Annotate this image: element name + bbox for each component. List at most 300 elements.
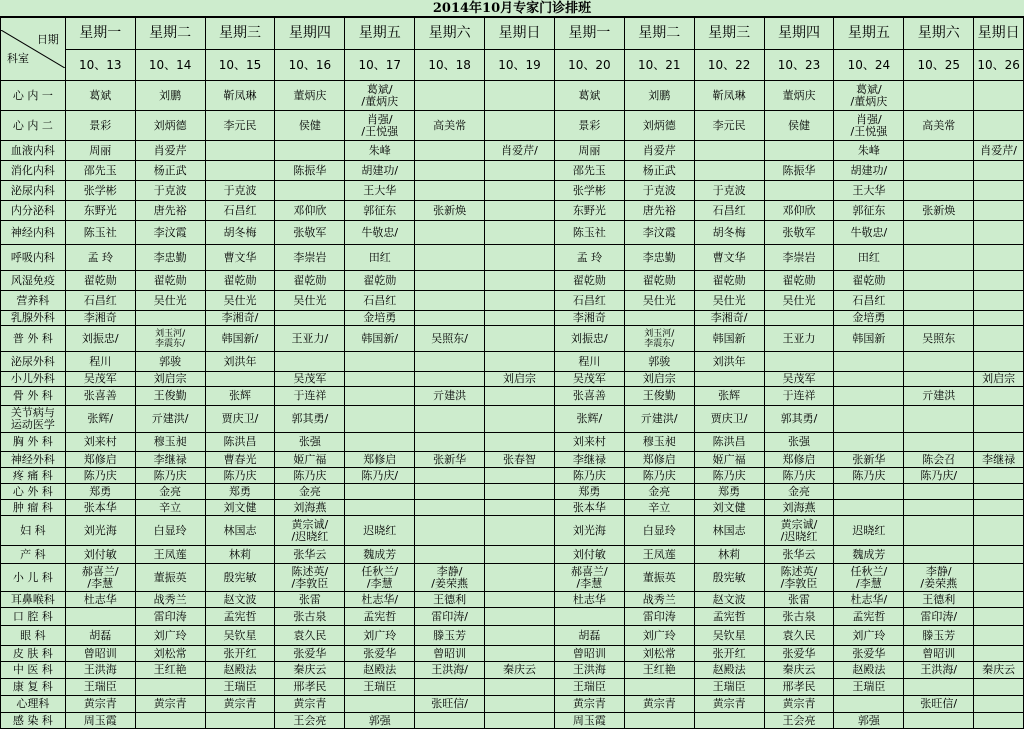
date-header: 10、13 xyxy=(65,49,135,81)
schedule-cell xyxy=(415,516,485,546)
schedule-cell: 靳凤琳 xyxy=(205,81,275,111)
schedule-cell: 翟乾勋 xyxy=(624,271,694,291)
dept-name: 内分泌科 xyxy=(1,201,66,221)
schedule-cell xyxy=(485,608,555,626)
schedule-cell xyxy=(834,372,904,387)
schedule-cell: 雷印涛 xyxy=(624,608,694,626)
schedule-cell xyxy=(485,626,555,646)
schedule-cell xyxy=(415,406,485,433)
schedule-cell: 郑修启 xyxy=(345,452,415,468)
dept-name: 消化内科 xyxy=(1,161,66,181)
schedule-cell: 韩国新/ xyxy=(205,326,275,352)
schedule-cell: 杜志华/ xyxy=(834,592,904,608)
schedule-cell xyxy=(415,433,485,452)
schedule-cell: 董振英 xyxy=(624,564,694,592)
schedule-cell xyxy=(904,271,974,291)
table-row xyxy=(1,646,1024,662)
schedule-cell xyxy=(974,516,1024,546)
table-row xyxy=(1,468,1024,484)
schedule-cell: 于克波 xyxy=(624,181,694,201)
table-row xyxy=(1,608,1024,626)
schedule-cell xyxy=(974,468,1024,484)
schedule-cell: 郭骏 xyxy=(135,352,205,372)
schedule-cell: 王俊勤 xyxy=(135,387,205,406)
schedule-cell: 李崇岩 xyxy=(275,245,345,271)
schedule-cell xyxy=(205,161,275,181)
weekday-header: 星期三 xyxy=(205,18,275,50)
schedule-cell: 张喜善 xyxy=(65,387,135,406)
table-row xyxy=(1,564,1024,592)
schedule-cell: 李湘奇/ xyxy=(205,311,275,326)
schedule-cell: 张辉 xyxy=(205,387,275,406)
schedule-cell: 张辉 xyxy=(694,387,764,406)
page-title: 2014年10月专家门诊排班 xyxy=(0,0,1024,17)
schedule-cell: 李汶霞 xyxy=(624,221,694,245)
table-row xyxy=(1,406,1024,433)
schedule-cell xyxy=(485,500,555,516)
schedule-cell: 林国志 xyxy=(694,516,764,546)
schedule-cell: 董炳庆 xyxy=(764,81,834,111)
schedule-cell xyxy=(974,111,1024,141)
schedule-cell: 翟乾勋 xyxy=(694,271,764,291)
schedule-cell xyxy=(485,181,555,201)
schedule-cell: 于连祥 xyxy=(275,387,345,406)
schedule-cell: 吴仕光 xyxy=(205,291,275,311)
schedule-cell: 陈乃庆 xyxy=(834,468,904,484)
schedule-cell: 陈乃庆 xyxy=(764,468,834,484)
schedule-cell: 高美常 xyxy=(904,111,974,141)
schedule-cell xyxy=(135,713,205,729)
table-row xyxy=(1,141,1024,161)
schedule-cell: 肖强/ /王悦强 xyxy=(834,111,904,141)
schedule-cell: 于克波 xyxy=(135,181,205,201)
weekday-header: 星期六 xyxy=(415,18,485,50)
schedule-cell: 刘松常 xyxy=(624,646,694,662)
schedule-cell xyxy=(205,372,275,387)
schedule-cell: 张学彬 xyxy=(65,181,135,201)
schedule-cell: 刘付敏 xyxy=(65,546,135,564)
schedule-cell: 刘广玲 xyxy=(834,626,904,646)
date-header: 10、14 xyxy=(135,49,205,81)
weekday-header: 星期日 xyxy=(485,18,555,50)
schedule-cell: 李元民 xyxy=(205,111,275,141)
schedule-cell: 辛立 xyxy=(624,500,694,516)
dept-name: 小 儿 科 xyxy=(1,564,66,592)
schedule-cell xyxy=(485,111,555,141)
schedule-cell: 张爱华 xyxy=(764,646,834,662)
schedule-cell xyxy=(485,291,555,311)
schedule-cell: 曾昭训 xyxy=(554,646,624,662)
schedule-cell: 黄宗诚/ /迟晓红 xyxy=(764,516,834,546)
schedule-cell xyxy=(904,221,974,245)
schedule-cell: 周丽 xyxy=(554,141,624,161)
schedule-cell xyxy=(974,546,1024,564)
schedule-cell xyxy=(415,546,485,564)
schedule-cell: 战秀兰 xyxy=(624,592,694,608)
date-header: 10、24 xyxy=(834,49,904,81)
schedule-cell xyxy=(275,141,345,161)
corner-date-label: 日期 xyxy=(36,33,59,46)
schedule-cell xyxy=(974,433,1024,452)
schedule-cell: 刘振忠/ xyxy=(65,326,135,352)
weekday-header: 星期三 xyxy=(694,18,764,50)
schedule-cell xyxy=(415,245,485,271)
table-row xyxy=(1,592,1024,608)
schedule-cell: 张雷 xyxy=(275,592,345,608)
schedule-cell: 陈述英/ /李敦臣 xyxy=(275,564,345,592)
schedule-cell: 吴茂军 xyxy=(275,372,345,387)
schedule-cell: 翟乾勋 xyxy=(275,271,345,291)
schedule-cell: 周玉霞 xyxy=(554,713,624,729)
schedule-cell xyxy=(554,608,624,626)
table-row xyxy=(1,433,1024,452)
schedule-cell xyxy=(135,679,205,696)
schedule-cell: 贾庆卫/ xyxy=(694,406,764,433)
schedule-cell: 王瑞臣 xyxy=(345,679,415,696)
schedule-cell: 金亮 xyxy=(764,484,834,500)
schedule-cell: 陈乃庆/ xyxy=(904,468,974,484)
schedule-cell xyxy=(974,679,1024,696)
schedule-cell: 王会亮 xyxy=(764,713,834,729)
weekday-header: 星期四 xyxy=(275,18,345,50)
dept-name: 感 染 科 xyxy=(1,713,66,729)
schedule-cell xyxy=(415,679,485,696)
schedule-cell xyxy=(904,372,974,387)
schedule-cell xyxy=(764,311,834,326)
schedule-cell: 葛斌/ /董炳庆 xyxy=(345,81,415,111)
schedule-cell xyxy=(974,696,1024,713)
schedule-cell xyxy=(485,81,555,111)
schedule-cell xyxy=(415,271,485,291)
schedule-cell: 翟乾勋 xyxy=(135,271,205,291)
dept-name: 心 内 二 xyxy=(1,111,66,141)
schedule-cell xyxy=(974,81,1024,111)
schedule-cell: 靳凤琳 xyxy=(694,81,764,111)
schedule-cell: 林莉 xyxy=(694,546,764,564)
schedule-cell: 张古泉 xyxy=(275,608,345,626)
schedule-cell: 胡冬梅 xyxy=(694,221,764,245)
schedule-cell xyxy=(904,311,974,326)
schedule-cell: 孟 玲 xyxy=(554,245,624,271)
schedule-cell: 魏成芳 xyxy=(834,546,904,564)
schedule-cell xyxy=(205,713,275,729)
weekday-header: 星期二 xyxy=(624,18,694,50)
schedule-cell xyxy=(974,271,1024,291)
schedule-cell xyxy=(764,352,834,372)
schedule-cell: 石昌红 xyxy=(205,201,275,221)
dept-name: 小儿外科 xyxy=(1,372,66,387)
table-row xyxy=(1,484,1024,500)
table-row xyxy=(1,387,1024,406)
schedule-cell xyxy=(485,161,555,181)
schedule-cell: 秦庆云 xyxy=(485,662,555,679)
schedule-cell: 程川 xyxy=(65,352,135,372)
schedule-cell: 刘光海 xyxy=(65,516,135,546)
dept-name: 血液内科 xyxy=(1,141,66,161)
schedule-cell: 袁久民 xyxy=(275,626,345,646)
schedule-cell: 姬广福 xyxy=(694,452,764,468)
dept-name: 康 复 科 xyxy=(1,679,66,696)
schedule-cell: 翟乾勋 xyxy=(764,271,834,291)
schedule-cell: 邓仰欣 xyxy=(275,201,345,221)
schedule-cell: 魏成芳 xyxy=(345,546,415,564)
schedule-cell: 胡建功/ xyxy=(345,161,415,181)
schedule-cell xyxy=(485,546,555,564)
schedule-cell: 杨正武 xyxy=(135,161,205,181)
schedule-cell: 王红艳 xyxy=(135,662,205,679)
schedule-cell: 吴照东 xyxy=(904,326,974,352)
schedule-cell: 李湘奇 xyxy=(554,311,624,326)
schedule-cell xyxy=(485,387,555,406)
dept-name: 中 医 科 xyxy=(1,662,66,679)
dept-name: 心 外 科 xyxy=(1,484,66,500)
schedule-cell: 孟宪哲 xyxy=(205,608,275,626)
schedule-cell: 郭其勇/ xyxy=(275,406,345,433)
table-row xyxy=(1,352,1024,372)
weekday-header: 星期六 xyxy=(904,18,974,50)
schedule-cell xyxy=(904,546,974,564)
schedule-cell: 王瑞臣 xyxy=(554,679,624,696)
schedule-cell xyxy=(904,713,974,729)
schedule-cell: 刘文健 xyxy=(694,500,764,516)
table-row xyxy=(1,713,1024,729)
schedule-cell: 王瑞臣 xyxy=(834,679,904,696)
schedule-cell: 金亮 xyxy=(624,484,694,500)
schedule-cell xyxy=(974,713,1024,729)
schedule-cell: 刘光海 xyxy=(554,516,624,546)
dept-name: 呼吸内科 xyxy=(1,245,66,271)
schedule-cell: 穆玉昶 xyxy=(624,433,694,452)
dept-name: 产 科 xyxy=(1,546,66,564)
schedule-cell: 王德利 xyxy=(904,592,974,608)
schedule-cell: 金亮 xyxy=(135,484,205,500)
schedule-cell: 吴仕光 xyxy=(694,291,764,311)
schedule-cell xyxy=(974,311,1024,326)
schedule-cell xyxy=(485,326,555,352)
schedule-cell xyxy=(415,484,485,500)
schedule-cell xyxy=(904,352,974,372)
schedule-cell: 林国志 xyxy=(205,516,275,546)
schedule-cell xyxy=(135,311,205,326)
schedule-cell: 李湘奇 xyxy=(65,311,135,326)
schedule-cell: 郭征东 xyxy=(834,201,904,221)
schedule-cell xyxy=(624,713,694,729)
schedule-cell: 辛立 xyxy=(135,500,205,516)
schedule-cell: 牛敬忠/ xyxy=(834,221,904,245)
schedule-cell: 刘玉河/ 李震东/ xyxy=(135,326,205,352)
schedule-cell: 郭骏 xyxy=(624,352,694,372)
dept-name: 皮 肤 科 xyxy=(1,646,66,662)
schedule-cell xyxy=(485,713,555,729)
schedule-cell: 战秀兰 xyxy=(135,592,205,608)
schedule-cell: 黄宗青 xyxy=(275,696,345,713)
schedule-cell: 邵先玉 xyxy=(554,161,624,181)
schedule-cell xyxy=(415,311,485,326)
schedule-cell: 刘海燕 xyxy=(275,500,345,516)
schedule-cell: 曹春光 xyxy=(205,452,275,468)
schedule-cell: 亓建洪/ xyxy=(135,406,205,433)
schedule-cell: 李忠勤 xyxy=(624,245,694,271)
schedule-cell xyxy=(694,161,764,181)
schedule-cell: 孟 玲 xyxy=(65,245,135,271)
dept-name: 口 腔 科 xyxy=(1,608,66,626)
schedule-cell xyxy=(345,406,415,433)
schedule-cell: 侯健 xyxy=(764,111,834,141)
schedule-cell: 石昌红 xyxy=(554,291,624,311)
schedule-cell xyxy=(974,387,1024,406)
schedule-cell: 郭其勇/ xyxy=(764,406,834,433)
schedule-cell: 吴仕光 xyxy=(624,291,694,311)
schedule-cell: 张爱华 xyxy=(834,646,904,662)
schedule-cell xyxy=(485,406,555,433)
schedule-cell: 郭征东 xyxy=(345,201,415,221)
schedule-cell: 邓仰欣 xyxy=(764,201,834,221)
schedule-cell: 翟乾勋 xyxy=(65,271,135,291)
table-row xyxy=(1,311,1024,326)
schedule-cell xyxy=(904,406,974,433)
schedule-cell: 郑修启 xyxy=(65,452,135,468)
schedule-cell xyxy=(415,161,485,181)
schedule-cell xyxy=(904,679,974,696)
schedule-cell xyxy=(974,352,1024,372)
schedule-cell xyxy=(764,141,834,161)
schedule-cell: 姬广福 xyxy=(275,452,345,468)
weekday-header: 星期一 xyxy=(554,18,624,50)
schedule-cell xyxy=(65,608,135,626)
schedule-cell: 孟宪哲 xyxy=(345,608,415,626)
schedule-cell xyxy=(904,81,974,111)
schedule-cell: 于克波 xyxy=(694,181,764,201)
weekday-header: 星期四 xyxy=(764,18,834,50)
schedule-cell: 陈乃庆 xyxy=(694,468,764,484)
schedule-cell: 郭强 xyxy=(345,713,415,729)
schedule-cell: 黄宗青 xyxy=(65,696,135,713)
dept-name: 心 内 一 xyxy=(1,81,66,111)
schedule-cell: 张爱华 xyxy=(345,646,415,662)
schedule-cell: 张爱华 xyxy=(275,646,345,662)
schedule-cell: 刘海燕 xyxy=(764,500,834,516)
schedule-cell: 雷印涛/ xyxy=(415,608,485,626)
schedule-cell xyxy=(345,433,415,452)
schedule-cell: 刘来村 xyxy=(65,433,135,452)
schedule-cell: 曾昭训 xyxy=(415,646,485,662)
dept-name: 泌尿外科 xyxy=(1,352,66,372)
table-row xyxy=(1,161,1024,181)
schedule-cell: 迟晓红 xyxy=(834,516,904,546)
schedule-cell: 吴钦星 xyxy=(205,626,275,646)
schedule-cell xyxy=(485,516,555,546)
schedule-cell: 孟宪哲 xyxy=(694,608,764,626)
schedule-cell: 田红 xyxy=(345,245,415,271)
schedule-cell: 黄宗青 xyxy=(554,696,624,713)
schedule-cell: 王凤莲 xyxy=(624,546,694,564)
schedule-cell: 张强 xyxy=(275,433,345,452)
schedule-cell xyxy=(624,311,694,326)
schedule-cell: 李继禄 xyxy=(974,452,1024,468)
schedule-cell xyxy=(694,713,764,729)
table-row xyxy=(1,626,1024,646)
schedule-cell xyxy=(904,484,974,500)
dept-name: 疼 痛 科 xyxy=(1,468,66,484)
schedule-cell: 赵殿法 xyxy=(694,662,764,679)
schedule-cell: 滕玉芳 xyxy=(415,626,485,646)
schedule-cell: 陈振华 xyxy=(764,161,834,181)
schedule-cell xyxy=(834,500,904,516)
schedule-cell: 刘洪年 xyxy=(205,352,275,372)
schedule-cell: 陈洪昌 xyxy=(694,433,764,452)
schedule-cell: 韩国新/ xyxy=(345,326,415,352)
date-header: 10、16 xyxy=(275,49,345,81)
schedule-cell: 邢孝民 xyxy=(275,679,345,696)
schedule-cell xyxy=(834,484,904,500)
schedule-cell: 赵殿法 xyxy=(834,662,904,679)
schedule-cell: 刘鹏 xyxy=(135,81,205,111)
schedule-cell: 滕玉芳 xyxy=(904,626,974,646)
schedule-cell: 刘来村 xyxy=(554,433,624,452)
table-row xyxy=(1,696,1024,713)
schedule-cell xyxy=(485,696,555,713)
schedule-cell xyxy=(974,592,1024,608)
schedule-cell: 刘振忠/ xyxy=(554,326,624,352)
schedule-cell xyxy=(415,141,485,161)
schedule-cell: 郑修启 xyxy=(624,452,694,468)
schedule-cell: 曹文华 xyxy=(694,245,764,271)
schedule-cell xyxy=(974,564,1024,592)
dept-name: 妇 科 xyxy=(1,516,66,546)
schedule-cell: 金培勇 xyxy=(345,311,415,326)
schedule-cell: 黄宗诚/ /迟晓红 xyxy=(275,516,345,546)
schedule-cell xyxy=(904,291,974,311)
schedule-cell: 邵先玉 xyxy=(65,161,135,181)
schedule-cell: 陈振华 xyxy=(275,161,345,181)
schedule-cell: 王亚力 xyxy=(764,326,834,352)
dept-name: 眼 科 xyxy=(1,626,66,646)
schedule-cell: 周玉霞 xyxy=(65,713,135,729)
schedule-cell: 王大华 xyxy=(834,181,904,201)
date-header: 10、20 xyxy=(554,49,624,81)
schedule-cell: 石昌红 xyxy=(65,291,135,311)
schedule-cell: 刘付敏 xyxy=(554,546,624,564)
schedule-cell: 白显玲 xyxy=(624,516,694,546)
schedule-cell xyxy=(485,468,555,484)
schedule-cell: 张辉/ xyxy=(65,406,135,433)
schedule-cell: 刘启宗 xyxy=(974,372,1024,387)
schedule-cell: 董振英 xyxy=(135,564,205,592)
schedule-cell: 翟乾勋 xyxy=(554,271,624,291)
schedule-cell: 秦庆云 xyxy=(974,662,1024,679)
schedule-cell xyxy=(974,406,1024,433)
schedule-cell: 肖爱芹/ xyxy=(485,141,555,161)
corner-room-label: 科室 xyxy=(7,52,29,65)
schedule-cell: 翟乾勋 xyxy=(834,271,904,291)
schedule-cell: 于连祥 xyxy=(764,387,834,406)
schedule-cell xyxy=(834,352,904,372)
corner-cell xyxy=(1,18,66,81)
schedule-cell xyxy=(904,245,974,271)
date-header: 10、22 xyxy=(694,49,764,81)
schedule-cell xyxy=(904,181,974,201)
schedule-cell: 亓建洪/ xyxy=(624,406,694,433)
schedule-cell xyxy=(485,271,555,291)
schedule-cell: 东野光 xyxy=(65,201,135,221)
schedule-cell xyxy=(485,646,555,662)
table-row xyxy=(1,221,1024,245)
table-row xyxy=(1,271,1024,291)
schedule-cell: 贾庆卫/ xyxy=(205,406,275,433)
dept-name: 营养科 xyxy=(1,291,66,311)
schedule-cell: 东野光 xyxy=(554,201,624,221)
schedule-cell: 陈乃庆 xyxy=(205,468,275,484)
